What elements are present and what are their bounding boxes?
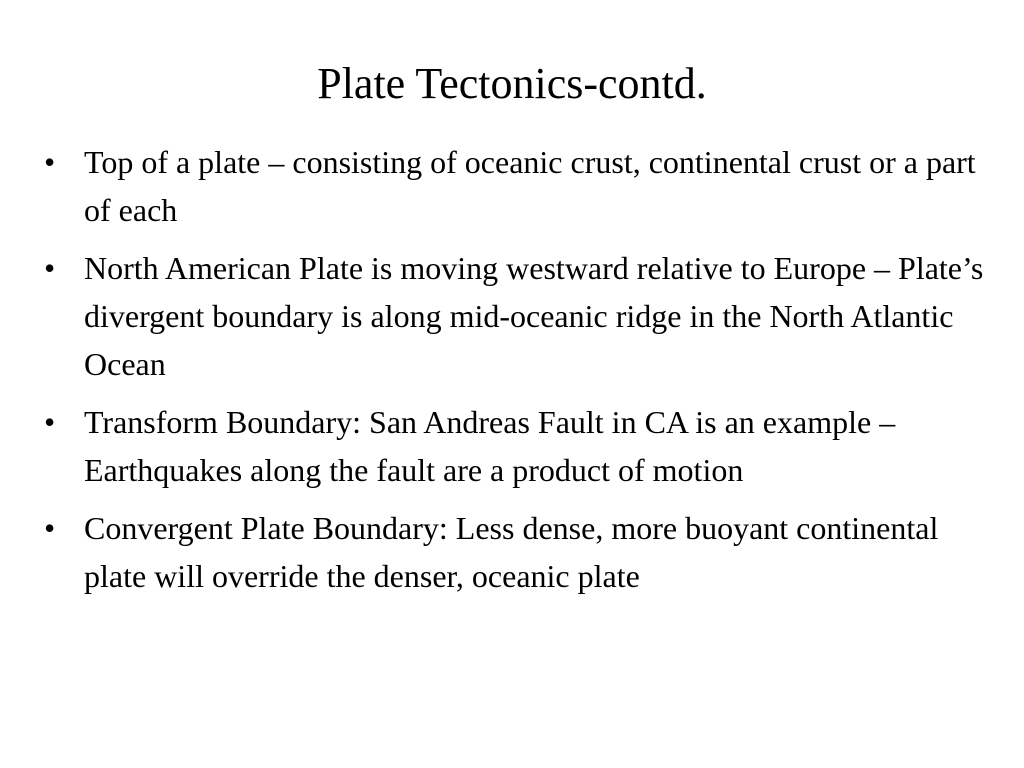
bullet-marker: • (44, 250, 56, 286)
bullet-item (44, 398, 984, 494)
bullet-text: North American Plate is moving westward relative to Europe – Plate’s divergent boundary is along mid-oceanic ridge in the North Atlantic Ocean (84, 250, 984, 382)
bullet-marker: • (44, 510, 56, 546)
bullet-item (44, 138, 984, 234)
bullet-marker: • (44, 144, 56, 180)
bullet-item (44, 244, 984, 388)
bullet-text: Convergent Plate Boundary: Less dense, more buoyant continental plate will override the denser, oceanic plate (84, 510, 939, 594)
bullet-list (44, 138, 984, 610)
bullet-marker: • (44, 404, 56, 440)
bullet-text: Top of a plate – consisting of oceanic crust, continental crust or a part of each (84, 144, 976, 228)
bullet-item (44, 504, 984, 600)
slide-title: Plate Tectonics-contd. (317, 59, 707, 108)
bullet-text: Transform Boundary: San Andreas Fault in CA is an example – Earthquakes along the fault are a product of motion (84, 404, 896, 488)
